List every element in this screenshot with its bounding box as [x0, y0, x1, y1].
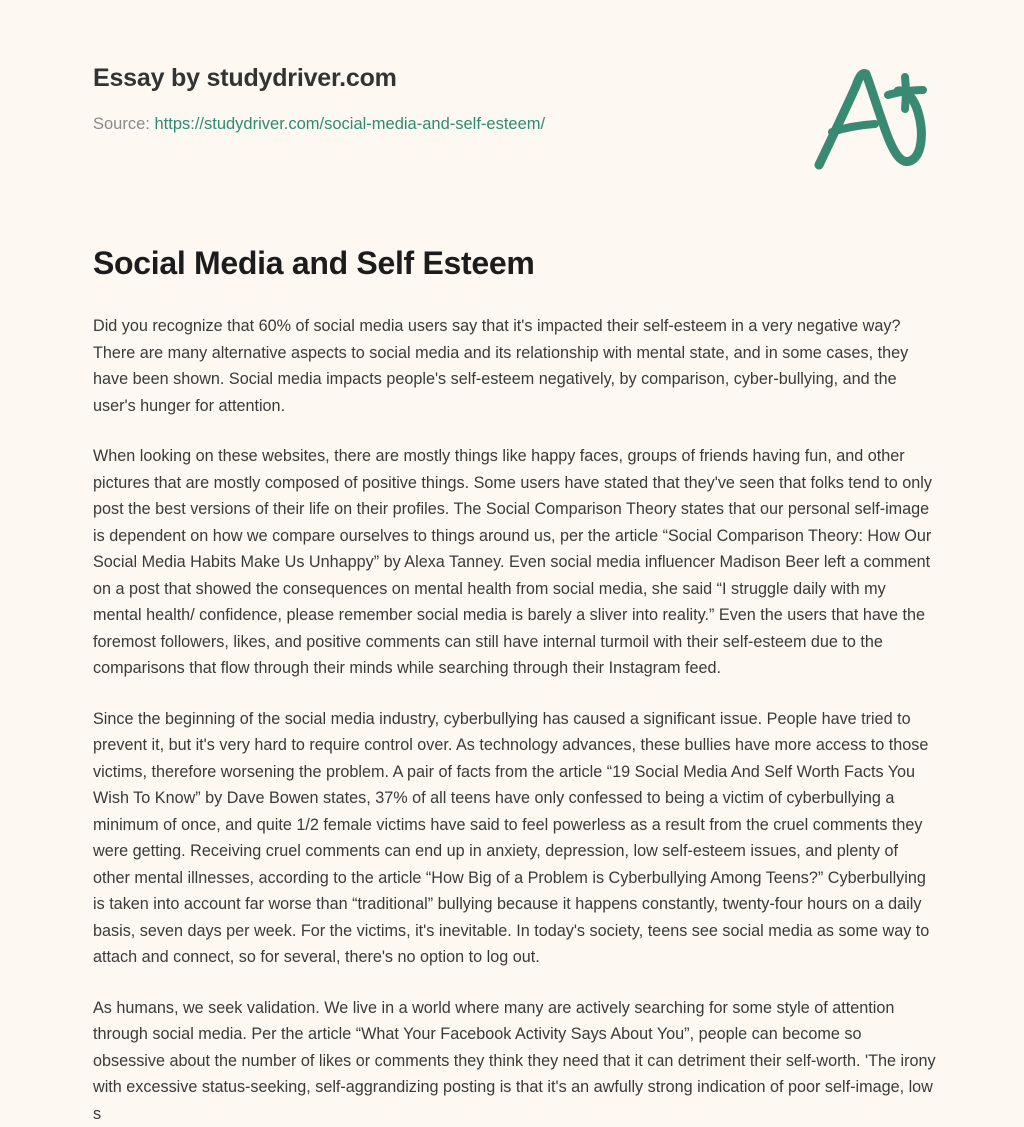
essay-body	[93, 313, 936, 1127]
essay-paragraph: Did you recognize that 60% of social media users say that it's impacted their self-esteem in a very negative way? There are many alternative aspects to social media and its relationship with mental state, and in some cases, they have been shown. Social media impacts people's self-esteem negatively, by comparison, cyber-bullying, and the user's hunger for attention.	[93, 313, 936, 419]
source-line	[93, 113, 793, 135]
essay-paragraph: As humans, we seek validation. We live in a world where many are actively searching for some style of attention through social media. Per the article “What Your Facebook Activity Says About You”, people can become so obsessive about the number of likes or comments they think they need that it can detriment their self-worth. 'The irony with excessive status-seeking, self-aggrandizing posting is that it's an awfully strong indication of poor self-image, low s	[93, 995, 936, 1127]
source-url-link[interactable]: https://studydriver.com/social-media-and-self-esteem/	[154, 115, 545, 133]
source-label: Source:	[93, 115, 150, 133]
page-title: Social Media and Self Esteem	[93, 243, 535, 283]
essay-paragraph: When looking on these websites, there are mostly things like happy faces, groups of friends having fun, and other pictures that are mostly composed of positive things. Some users have stated that they've seen that folks tend to only post the best versions of their life on their profiles. The Social Comparison Theory states that our personal self-image is dependent on how we compare ourselves to things around us, per the article “Social Comparison Theory: How Our Social Media Habits Make Us Unhappy” by Alexa Tanney. Even social media influencer Madison Beer left a comment on a post that showed the consequences on mental health from social media, she said “I struggle daily with my mental health/ confidence, please remember social media is barely a sliver into reality.” Even the users that have the foremost followers, likes, and positive comments can still have internal turmoil with their self-esteem due to the comparisons that flow through their minds while searching through their Instagram feed.	[93, 443, 936, 682]
site-byline: Essay by studydriver.com	[93, 62, 793, 94]
essay-paragraph: Since the beginning of the social media industry, cyberbullying has caused a significant issue. People have tried to prevent it, but it's very hard to require control over. As technology advances, these bullies have more access to those victims, therefore worsening the problem. A pair of facts from the article “19 Social Media And Self Worth Facts You Wish To Know” by Dave Bowen states, 37% of all teens have only confessed to being a victim of cyberbullying a minimum of once, and quite 1/2 female victims have said to feel powerless as a result from the cruel comments they were getting. Receiving cruel comments can end up in anxiety, depression, low self-esteem issues, and plenty of other mental illnesses, according to the article “How Big of a Problem is Cyberbullying Among Teens?” Cyberbullying is taken into account far worse than “traditional” bullying because it happens constantly, twenty-four hours on a daily basis, seven days per week. For the victims, it's inevitable. In today's society, teens see social media as some way to attach and connect, so for several, there's no option to log out.	[93, 706, 936, 971]
a-plus-logo-icon[interactable]	[806, 62, 934, 172]
page-header	[93, 62, 793, 135]
